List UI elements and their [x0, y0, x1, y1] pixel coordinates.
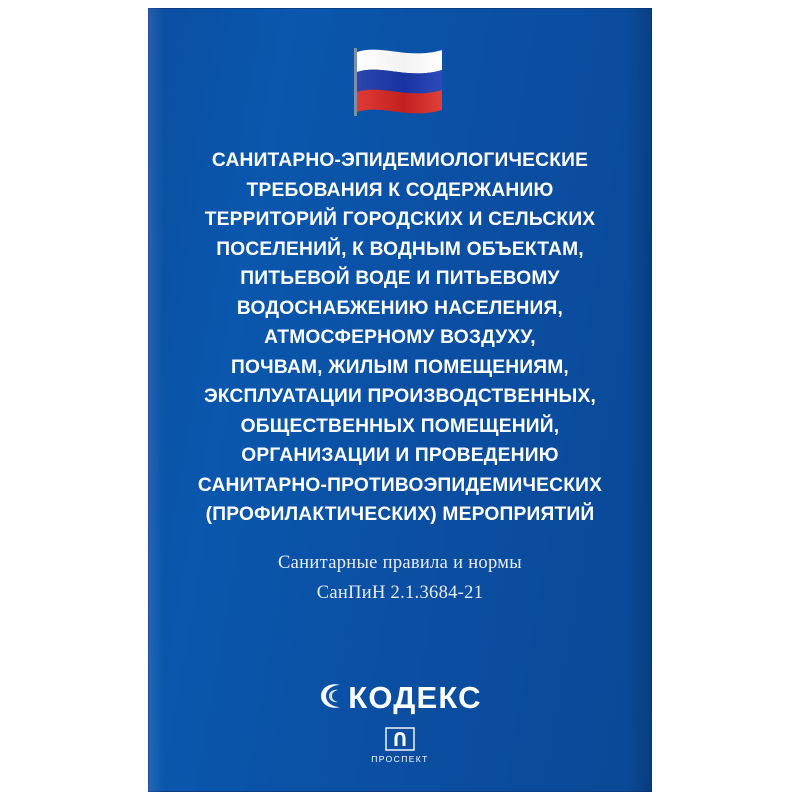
title-line: САНИТАРНО-ПРОТИВОЭПИДЕМИЧЕСКИХ — [197, 474, 603, 496]
kodeks-mark-icon — [318, 681, 344, 711]
subtitle-line: СанПиН 2.1.3684-21 — [316, 583, 484, 603]
title-line: САНИТАРНО-ЭПИДЕМИОЛОГИЧЕСКИЕ — [211, 150, 589, 171]
page-title — [174, 146, 626, 530]
prospekt-gate-icon — [385, 726, 415, 752]
page-subtitle — [148, 548, 652, 608]
publisher-logo — [148, 680, 652, 716]
cover-edge-shadow — [626, 8, 652, 792]
book-cover — [148, 8, 652, 792]
title-line: ЭКСПЛУАТАЦИИ ПРОИЗВОДСТВЕННЫХ, — [203, 386, 597, 407]
title-line: ПОЧВАМ, ЖИЛЫМ ПОМЕЩЕНИЯМ, — [231, 356, 569, 378]
publisher-name: КОДЕКС — [348, 680, 482, 715]
imprint-logo — [148, 726, 652, 764]
title-line: ВОДОСНАБЖЕНИЮ НАСЕЛЕНИЯ, — [236, 297, 564, 319]
flag-container — [148, 44, 652, 124]
title-line: ПИТЬЕВОЙ ВОДЕ И ПИТЬЕВОМУ — [240, 268, 560, 289]
title-line: ПОСЕЛЕНИЙ, К ВОДНЫМ ОБЪЕКТАМ, — [216, 238, 584, 260]
subtitle-line: Санитарные правила и нормы — [278, 553, 522, 573]
title-line: ТРЕБОВАНИЯ К СОДЕРЖАНИЮ — [246, 179, 554, 201]
imprint-name: ПРОСПЕКТ — [371, 754, 429, 764]
russian-flag-icon — [346, 44, 454, 118]
title-line: ОРГАНИЗАЦИИ И ПРОВЕДЕНИЮ — [241, 445, 559, 466]
title-line: ОБЩЕСТВЕННЫХ ПОМЕЩЕНИЙ, — [240, 415, 560, 437]
title-line: (ПРОФИЛАКТИЧЕСКИХ) МЕРОПРИЯТИЙ — [205, 504, 595, 525]
cover-spine-highlight — [148, 8, 164, 792]
title-line: ТЕРРИТОРИЙ ГОРОДСКИХ И СЕЛЬСКИХ — [204, 209, 596, 230]
title-line: АТМОСФЕРНОМУ ВОЗДУХУ, — [264, 327, 536, 348]
